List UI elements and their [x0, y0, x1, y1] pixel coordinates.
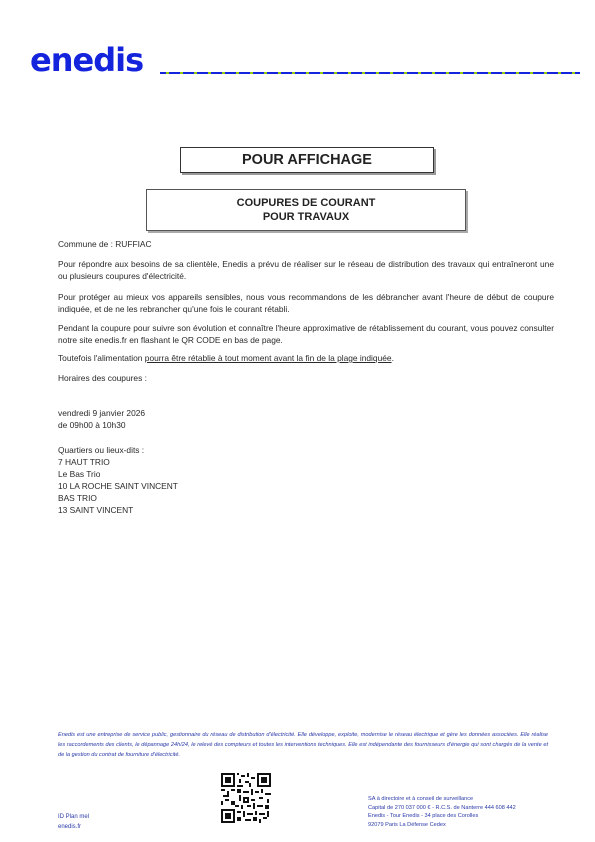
- qr-code-icon[interactable]: [221, 773, 271, 823]
- legal-notice: Enedis est une entreprise de service public, gestionnaire du réseau de distribution d'électricité. Elle développe, exploite, modernise le réseau électrique et gère les données associées. Elle réalise les raccordements des clients, le dépannage 24h/24, le relevé des compteurs et toutes les interventions techniques. Elle est indépendante des fournisseurs d'énergie qui sont chargés de la vente et de la gestion du contrat de fourniture d'électricité.: [58, 732, 548, 758]
- paragraph-intro: Pour répondre aux besoins de sa clientèle, Enedis a prévu de réaliser sur le réseau de distribution des travaux qui entraîneront une ou plusieurs coupures d'électricité.: [58, 259, 554, 281]
- quartiers-label: Quartiers ou lieux-dits :: [58, 445, 145, 455]
- paragraph-retablissement: [58, 352, 554, 364]
- pour-affichage-banner: POUR AFFICHAGE: [180, 147, 434, 173]
- enedis-logo: enedis: [30, 41, 144, 79]
- coupure-date: vendredi 9 janvier 2026: [58, 408, 146, 418]
- horaires-label: Horaires des coupures :: [58, 373, 147, 383]
- retablissement-suffix: .: [391, 353, 394, 363]
- coupures-title-box: [146, 189, 466, 231]
- coupures-title-line2: POUR TRAVAUX: [262, 211, 350, 223]
- place-item: BAS TRIO: [58, 493, 97, 503]
- retablissement-underlined: pourra être rétablie à tout moment avant la fin de la plage indiquée: [144, 353, 392, 363]
- company-info: [368, 795, 516, 829]
- footer-left-line1: ID Plan mel: [58, 814, 90, 820]
- place-item: 10 LA ROCHE SAINT VINCENT: [58, 481, 178, 491]
- website-link[interactable]: enedis.fr: [58, 824, 82, 830]
- place-item: Le Bas Trio: [58, 469, 101, 479]
- company-info-line2: Capital de 270 037 000 € - R.C.S. de Nanterre 444 608 442: [368, 804, 516, 811]
- company-info-line1: SA à directoire et à conseil de surveillance: [368, 796, 474, 802]
- company-info-line4: 92079 Paris La Défense Cedex: [368, 821, 446, 828]
- place-item: 7 HAUT TRIO: [58, 457, 110, 467]
- footer-left-block: [58, 812, 89, 832]
- header-divider: [160, 72, 580, 74]
- coupures-title-line1: COUPURES DE COURANT: [236, 197, 376, 209]
- place-item: 13 SAINT VINCENT: [58, 505, 134, 515]
- paragraph-suivi: Pendant la coupure pour suivre son évolution et connaître l'heure approximative de rétablissement du courant, vous pouvez consulter notre site enedis.fr en flashant le QR CODE en bas de page.: [58, 323, 554, 345]
- commune-line: Commune de : RUFFIAC: [58, 239, 152, 249]
- paragraph-protection: Pour protéger au mieux vos appareils sensibles, nous vous recommandons de les débrancher avant l'heure de début de coupure indiquée, et de ne les rebrancher qu'une fois le courant rétabli.: [58, 292, 554, 314]
- coupure-time: de 09h00 à 10h30: [58, 420, 126, 430]
- retablissement-prefix: Toutefois l'alimentation: [58, 353, 145, 363]
- company-info-line3: Enedis - Tour Enedis - 34 place des Corolles: [368, 813, 479, 819]
